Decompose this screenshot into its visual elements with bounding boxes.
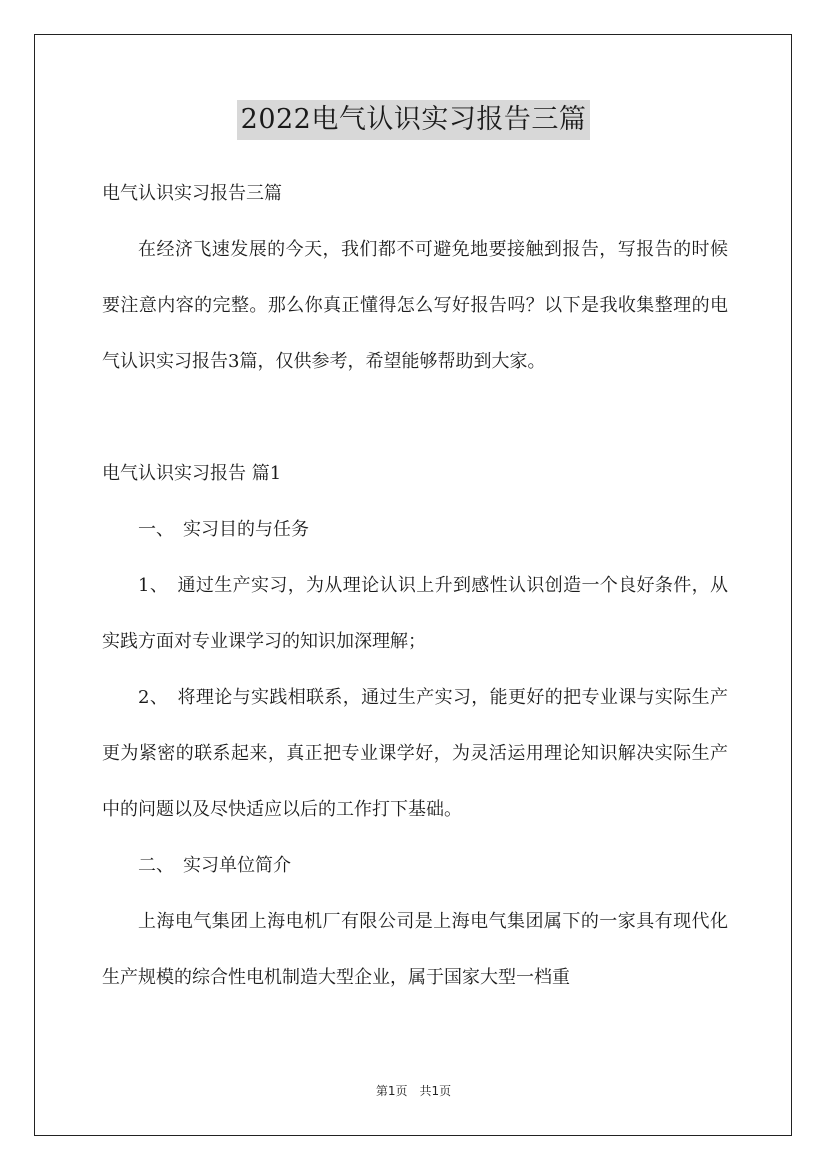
page-number: 第1页 共1页: [375, 1084, 452, 1098]
page-footer: [0, 1083, 827, 1099]
intro-paragraph: 在经济飞速发展的今天，我们都不可避免地要接触到报告，写报告的时候要注意内容的完整。那么你真正懂得怎么写好报告吗？以下是我收集整理的电气认识实习报告3篇，仅供参考，希望能够帮助到大家。: [102, 239, 728, 372]
spacer: [102, 390, 728, 446]
subtitle: 电气认识实习报告三篇: [102, 183, 282, 204]
paragraph-item-1: 1、 通过生产实习，为从理论认识上升到感性认识创造一个良好条件，从实践方面对专业课学习的知识加深理解；: [102, 575, 728, 652]
paragraph-company: 上海电气集团上海电机厂有限公司是上海电气集团属下的一家具有现代化生产规模的综合性电机制造大型企业，属于国家大型一档重: [102, 911, 728, 988]
title-container: [0, 100, 827, 140]
paragraph-item-2: 2、 将理论与实践相联系，通过生产实习，能更好的把专业课与实际生产更为紧密的联系起来，真正把专业课学好，为灵活运用理论知识解决实际生产中的问题以及尽快适应以后的工作打下基础。: [102, 687, 728, 820]
heading-purpose: 一、 实习目的与任务: [138, 519, 309, 540]
heading-company: 二、 实习单位简介: [138, 855, 291, 876]
section-heading: 电气认识实习报告 篇1: [102, 463, 282, 484]
document-title: 2022电气认识实习报告三篇: [237, 100, 591, 140]
document-body: [102, 166, 728, 1006]
